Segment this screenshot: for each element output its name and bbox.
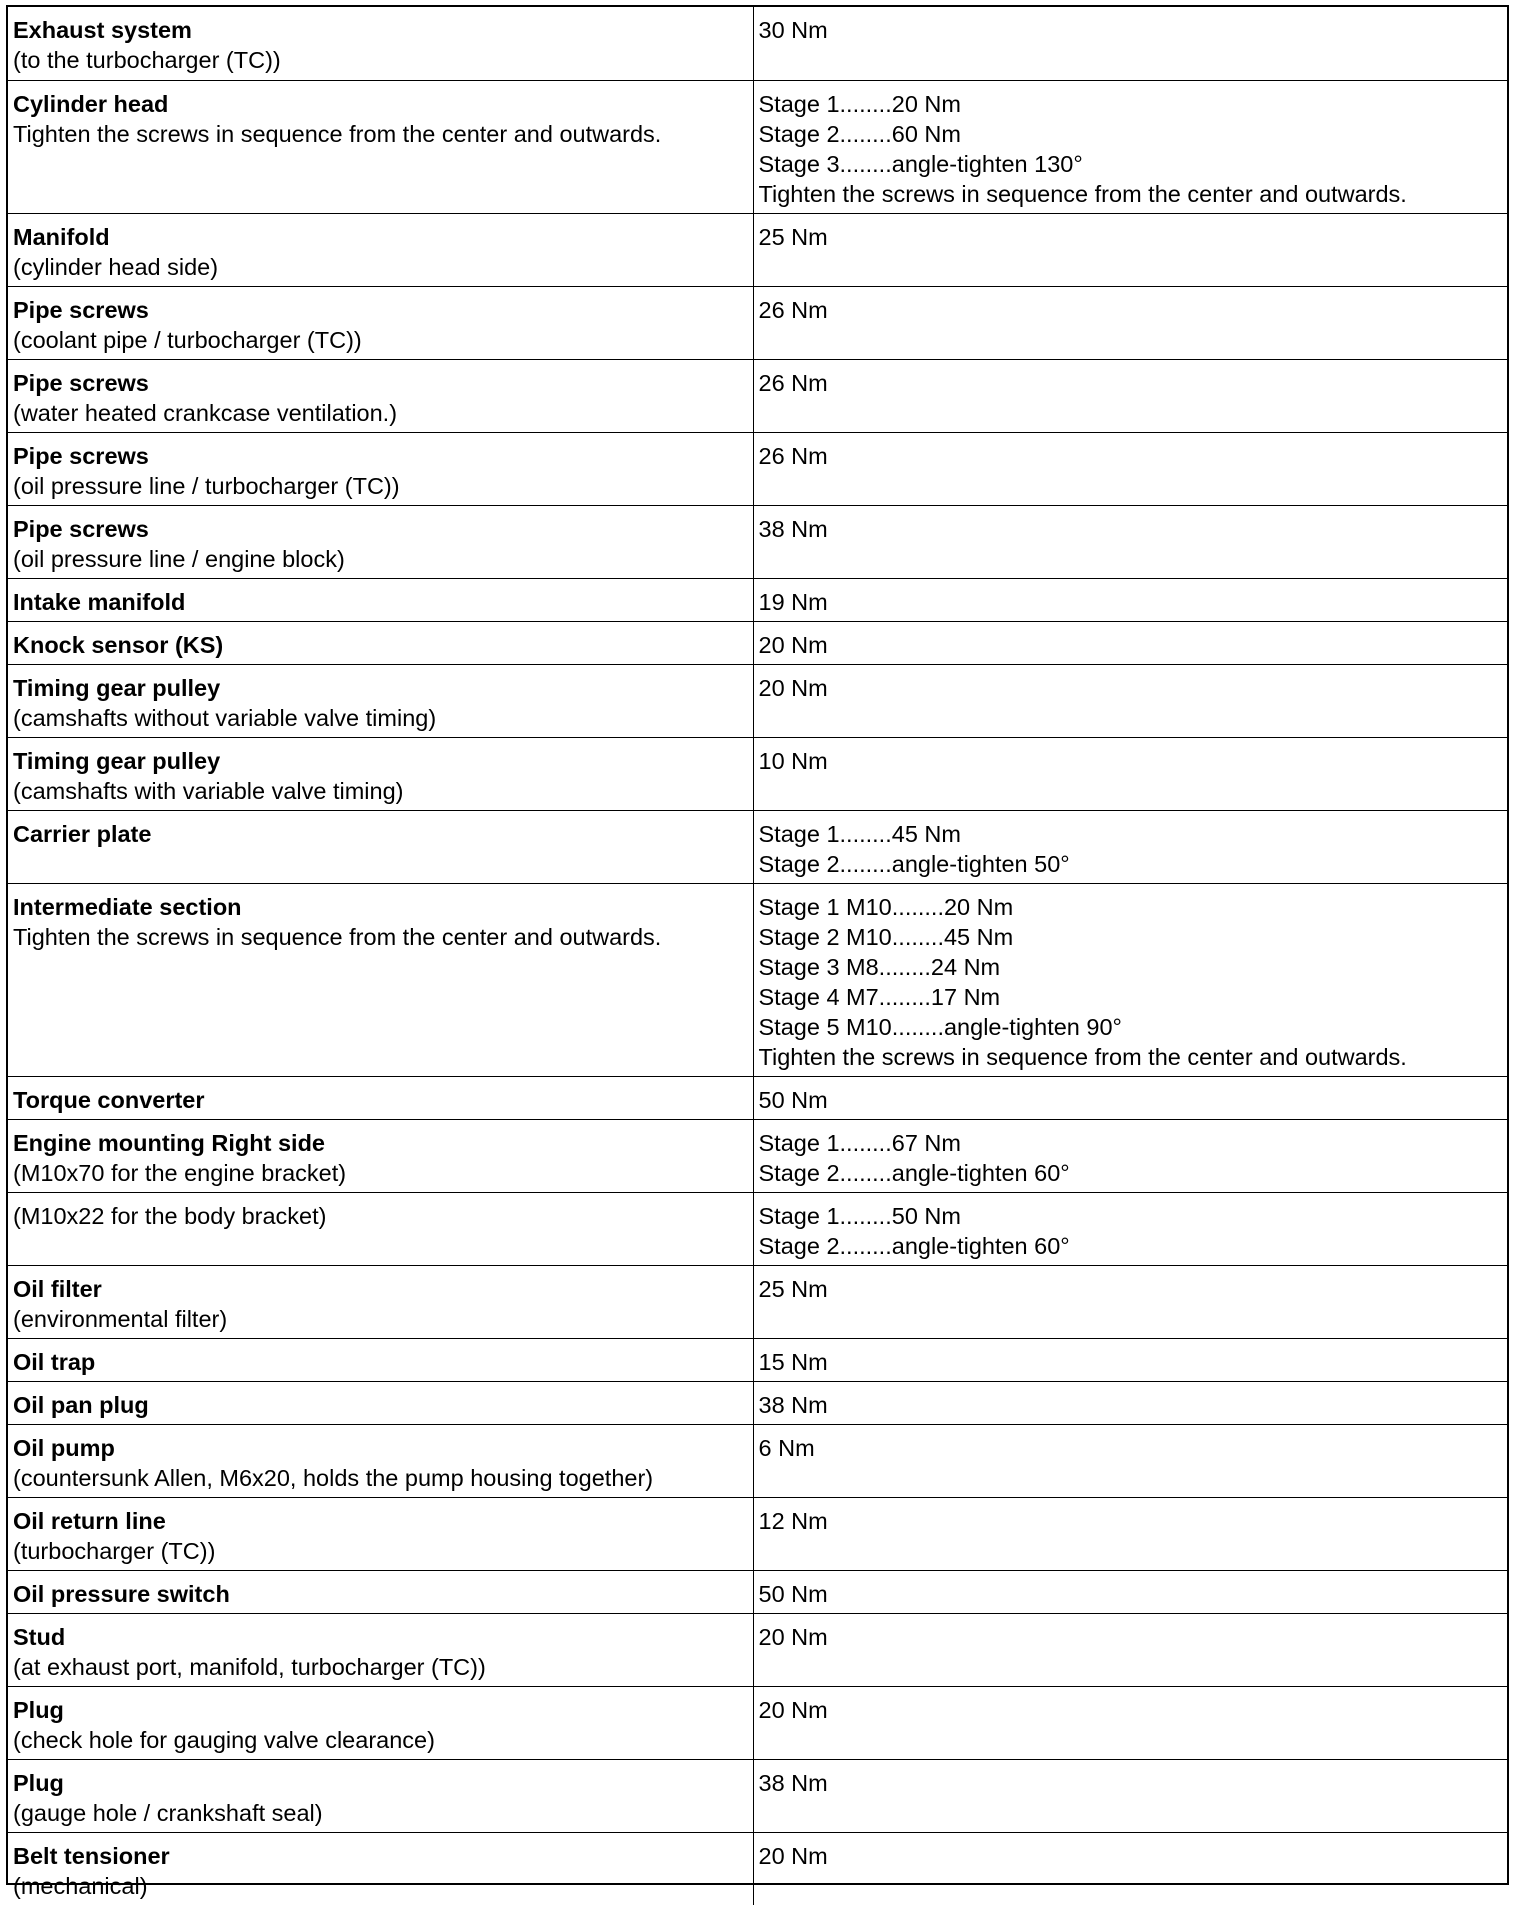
component-cell — [8, 432, 753, 505]
torque-value: 20 Nm — [758, 1623, 828, 1650]
component-note: (camshafts with variable valve timing) — [13, 777, 404, 804]
component-cell — [8, 213, 753, 286]
torque-value: Stage 2........angle-tighten 60° — [758, 1232, 1070, 1259]
component-cell — [8, 1759, 753, 1832]
torque-value-cell — [753, 359, 1507, 432]
component-note: (water heated crankcase ventilation.) — [13, 399, 398, 426]
component-cell — [8, 883, 753, 1076]
torque-value: 20 Nm — [758, 674, 828, 701]
torque-value-cell — [753, 432, 1507, 505]
component-title: Engine mounting Right side — [13, 1129, 326, 1156]
torque-value: Stage 2 M10........45 Nm — [758, 923, 1014, 950]
torque-value-cell — [753, 737, 1507, 810]
table-row — [8, 505, 1507, 578]
component-title: Cylinder head — [13, 90, 169, 117]
component-cell — [8, 810, 753, 883]
table-row — [8, 1759, 1507, 1832]
torque-value-cell — [753, 213, 1507, 286]
torque-value-cell — [753, 1686, 1507, 1759]
component-title: Oil pressure switch — [13, 1580, 230, 1607]
torque-note: Tighten the screws in sequence from the center and outwards. — [758, 180, 1407, 207]
torque-value: Stage 3........angle-tighten 130° — [758, 150, 1083, 177]
component-note: (M10x22 for the body bracket) — [13, 1202, 327, 1229]
torque-value-cell — [753, 664, 1507, 737]
table-row — [8, 1119, 1507, 1192]
component-cell — [8, 578, 753, 621]
torque-value-cell — [753, 1570, 1507, 1613]
component-note: Tighten the screws in sequence from the center and outwards. — [13, 120, 662, 147]
torque-value: 15 Nm — [758, 1348, 828, 1375]
torque-value-cell — [753, 505, 1507, 578]
torque-value-cell — [753, 1265, 1507, 1338]
torque-value: Stage 1........67 Nm — [758, 1129, 961, 1156]
component-title: Timing gear pulley — [13, 674, 221, 701]
component-note: (oil pressure line / engine block) — [13, 545, 345, 572]
component-title: Manifold — [13, 223, 110, 250]
table-row — [8, 737, 1507, 810]
torque-value-cell — [753, 1338, 1507, 1381]
component-note: (mechanical) — [13, 1872, 148, 1899]
component-cell — [8, 621, 753, 664]
component-note: (countersunk Allen, M6x20, holds the pump housing together) — [13, 1464, 654, 1491]
torque-value: Stage 2........angle-tighten 60° — [758, 1159, 1070, 1186]
torque-value: 12 Nm — [758, 1507, 828, 1534]
torque-value-cell — [753, 1076, 1507, 1119]
torque-value: 38 Nm — [758, 1391, 828, 1418]
component-title: Knock sensor (KS) — [13, 631, 224, 658]
table-row — [8, 1381, 1507, 1424]
component-cell — [8, 1832, 753, 1905]
component-note: (camshafts without variable valve timing) — [13, 704, 437, 731]
component-cell — [8, 1686, 753, 1759]
table-row — [8, 621, 1507, 664]
torque-value-cell — [753, 621, 1507, 664]
table-row — [8, 664, 1507, 737]
component-note: (gauge hole / crankshaft seal) — [13, 1799, 323, 1826]
component-title: Intermediate section — [13, 893, 242, 920]
torque-value: Stage 2........60 Nm — [758, 120, 961, 147]
torque-spec-table — [8, 7, 1507, 1905]
component-cell — [8, 1338, 753, 1381]
torque-value: Stage 3 M8........24 Nm — [758, 953, 1001, 980]
torque-value-cell — [753, 1497, 1507, 1570]
torque-value-cell — [753, 1613, 1507, 1686]
torque-value: 20 Nm — [758, 1696, 828, 1723]
component-cell — [8, 359, 753, 432]
table-row — [8, 1076, 1507, 1119]
torque-note: Tighten the screws in sequence from the center and outwards. — [758, 1043, 1407, 1070]
torque-value: 25 Nm — [758, 1275, 828, 1302]
component-note: (check hole for gauging valve clearance) — [13, 1726, 435, 1753]
table-row — [8, 359, 1507, 432]
table-row — [8, 1265, 1507, 1338]
component-cell — [8, 1076, 753, 1119]
torque-value: 50 Nm — [758, 1086, 828, 1113]
torque-value: 26 Nm — [758, 442, 828, 469]
torque-value: 20 Nm — [758, 631, 828, 658]
component-title: Stud — [13, 1623, 66, 1650]
component-note: (at exhaust port, manifold, turbocharger (TC)) — [13, 1653, 486, 1680]
component-cell — [8, 1570, 753, 1613]
torque-value: Stage 2........angle-tighten 50° — [758, 850, 1070, 877]
component-note: (M10x70 for the engine bracket) — [13, 1159, 347, 1186]
component-cell — [8, 7, 753, 80]
torque-value-cell — [753, 883, 1507, 1076]
torque-value-cell — [753, 1192, 1507, 1265]
torque-value: 19 Nm — [758, 588, 828, 615]
component-cell — [8, 1192, 753, 1265]
torque-value: 38 Nm — [758, 515, 828, 542]
torque-value: 25 Nm — [758, 223, 828, 250]
torque-value-cell — [753, 1119, 1507, 1192]
torque-value: Stage 1........50 Nm — [758, 1202, 961, 1229]
component-note: (cylinder head side) — [13, 253, 219, 280]
table-row — [8, 1338, 1507, 1381]
table-row — [8, 286, 1507, 359]
torque-value-cell — [753, 80, 1507, 213]
table-row — [8, 1192, 1507, 1265]
component-cell — [8, 1613, 753, 1686]
component-title: Exhaust system — [13, 17, 192, 43]
torque-value-cell — [753, 1424, 1507, 1497]
component-title: Oil trap — [13, 1348, 96, 1375]
component-title: Oil filter — [13, 1275, 102, 1302]
table-row — [8, 213, 1507, 286]
torque-value: 6 Nm — [758, 1434, 815, 1461]
component-title: Intake manifold — [13, 588, 186, 615]
torque-value: 10 Nm — [758, 747, 828, 774]
component-cell — [8, 286, 753, 359]
torque-value: 50 Nm — [758, 1580, 828, 1607]
torque-value: 38 Nm — [758, 1769, 828, 1796]
component-title: Pipe screws — [13, 296, 149, 323]
component-note: (to the turbocharger (TC)) — [13, 47, 281, 73]
component-title: Pipe screws — [13, 442, 149, 469]
torque-value: Stage 1 M10........20 Nm — [758, 893, 1014, 920]
component-title: Plug — [13, 1696, 64, 1723]
table-row — [8, 1497, 1507, 1570]
component-title: Oil pump — [13, 1434, 115, 1461]
torque-value: Stage 4 M7........17 Nm — [758, 983, 1001, 1010]
torque-value: 20 Nm — [758, 1842, 828, 1869]
component-note: Tighten the screws in sequence from the center and outwards. — [13, 923, 662, 950]
component-cell — [8, 1119, 753, 1192]
table-row — [8, 1832, 1507, 1905]
component-cell — [8, 664, 753, 737]
component-cell — [8, 1265, 753, 1338]
torque-value: 26 Nm — [758, 296, 828, 323]
component-title: Oil return line — [13, 1507, 166, 1534]
component-cell — [8, 1381, 753, 1424]
component-title: Belt tensioner — [13, 1842, 170, 1869]
component-note: (turbocharger (TC)) — [13, 1537, 216, 1564]
component-title: Plug — [13, 1769, 64, 1796]
component-cell — [8, 80, 753, 213]
table-row — [8, 883, 1507, 1076]
table-row — [8, 80, 1507, 213]
component-note: (coolant pipe / turbocharger (TC)) — [13, 326, 362, 353]
torque-value-cell — [753, 1759, 1507, 1832]
torque-value: Stage 1........20 Nm — [758, 90, 961, 117]
component-title: Oil pan plug — [13, 1391, 149, 1418]
torque-value-cell — [753, 578, 1507, 621]
component-title: Timing gear pulley — [13, 747, 221, 774]
torque-value: 26 Nm — [758, 369, 828, 396]
torque-value-cell — [753, 7, 1507, 80]
table-row — [8, 1424, 1507, 1497]
torque-value-cell — [753, 1381, 1507, 1424]
component-note: (oil pressure line / turbocharger (TC)) — [13, 472, 400, 499]
component-cell — [8, 737, 753, 810]
torque-value: Stage 1........45 Nm — [758, 820, 961, 847]
table-row — [8, 578, 1507, 621]
component-cell — [8, 505, 753, 578]
torque-spec-sheet — [6, 5, 1509, 1899]
table-row — [8, 432, 1507, 505]
component-cell — [8, 1424, 753, 1497]
table-row — [8, 1613, 1507, 1686]
component-title: Torque converter — [13, 1086, 205, 1113]
torque-value: Stage 5 M10........angle-tighten 90° — [758, 1013, 1122, 1040]
table-row — [8, 1570, 1507, 1613]
table-row — [8, 7, 1507, 80]
component-title: Carrier plate — [13, 820, 152, 847]
torque-value-cell — [753, 810, 1507, 883]
component-note: (environmental filter) — [13, 1305, 228, 1332]
torque-value: 30 Nm — [758, 17, 828, 43]
torque-value-cell — [753, 286, 1507, 359]
component-title: Pipe screws — [13, 369, 149, 396]
torque-value-cell — [753, 1832, 1507, 1905]
table-row — [8, 1686, 1507, 1759]
component-title: Pipe screws — [13, 515, 149, 542]
component-cell — [8, 1497, 753, 1570]
table-row — [8, 810, 1507, 883]
